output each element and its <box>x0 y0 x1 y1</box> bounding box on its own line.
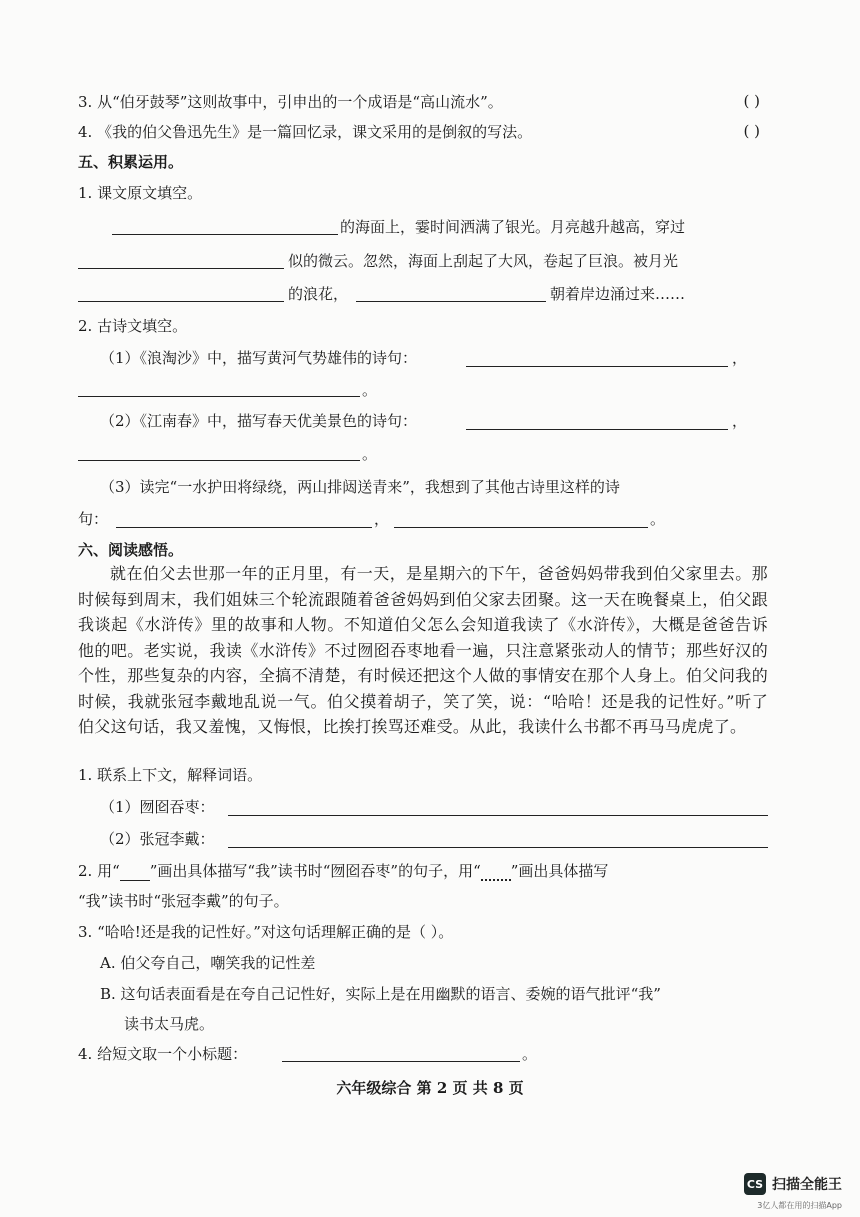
scanner-tagline: 3亿人都在用的扫描App <box>757 1201 842 1210</box>
section5-q2: 2. 古诗文填空。 <box>78 317 188 335</box>
fill-blank-1[interactable] <box>112 234 338 235</box>
wavy-underline-sample <box>481 865 511 881</box>
judge-q4-paren[interactable]: ( ) <box>743 122 760 140</box>
judge-q3: 3. 从“伯牙鼓琴”这则故事中，引申出的一个成语是“高山流水”。 <box>78 93 503 111</box>
poem-q1-comma: ， <box>732 349 748 367</box>
poem-q2: （2）《江南春》中，描写春天优美景色的诗句： <box>100 412 418 430</box>
fill-text-3a: 的浪花， <box>288 285 349 303</box>
word-1-blank[interactable] <box>228 815 768 816</box>
cs-logo-icon: CS <box>744 1173 766 1195</box>
poem-q3-blank-a[interactable] <box>116 527 372 528</box>
page-footer: 六年级综合 第 2 页 共 8 页 <box>336 1079 524 1097</box>
poem-q3-comma: ， <box>374 510 390 528</box>
reading-passage <box>78 561 768 740</box>
section5-q1: 1. 课文原文填空。 <box>78 184 203 202</box>
poem-q2-period: 。 <box>362 445 378 463</box>
word-2-label: （2）张冠李戴： <box>100 830 215 848</box>
poem-q1: （1）《浪淘沙》中，描写黄河气势雄伟的诗句： <box>100 349 418 367</box>
fill-blank-3[interactable] <box>78 301 284 302</box>
section6-q3: 3. “哈哈!还是我的记性好。”对这句话理解正确的是（ ）。 <box>78 923 454 941</box>
section6-q1: 1. 联系上下文，解释词语。 <box>78 766 263 784</box>
judge-q4: 4. 《我的伯父鲁迅先生》是一篇回忆录，课文采用的是倒叙的写法。 <box>78 123 533 141</box>
title-period: 。 <box>522 1045 538 1063</box>
section6-q4: 4. 给短文取一个小标题： <box>78 1045 248 1063</box>
section6-title: 六、阅读感悟。 <box>78 541 184 559</box>
scanner-app-name: 扫描全能王 <box>772 1177 842 1193</box>
option-a[interactable]: A. 伯父夸自己，嘲笑我的记性差 <box>100 954 316 972</box>
judge-q3-paren[interactable]: ( ) <box>743 92 760 110</box>
section6-q2: 2. 用“ ”画出具体描写“我”读书时“囫囵吞枣”的句子，用“ ”画出具体描写 <box>78 862 609 880</box>
fill-text-3b: 朝着岸边涌过来…… <box>550 285 686 303</box>
title-blank[interactable] <box>282 1061 520 1062</box>
fill-text-1: 的海面上，霎时间洒满了银光。月亮越升越高，穿过 <box>340 218 686 236</box>
poem-q3: （3）读完“一水护田将绿绕，两山排闼送青来”，我想到了其他古诗里这样的诗 <box>100 478 620 496</box>
poem-q2-blank-b[interactable] <box>78 460 360 461</box>
scanner-watermark <box>744 1173 842 1195</box>
poem-q3-period: 。 <box>650 510 666 528</box>
poem-q1-period: 。 <box>362 381 378 399</box>
section6-q2-cont: “我”读书时“张冠李戴”的句子。 <box>78 892 289 910</box>
poem-q1-blank-b[interactable] <box>78 396 360 397</box>
option-b-cont: 读书太马虎。 <box>124 1015 215 1033</box>
word-2-blank[interactable] <box>228 847 768 848</box>
fill-blank-4[interactable] <box>356 301 546 302</box>
section5-title: 五、积累运用。 <box>78 153 184 171</box>
poem-q2-comma: ， <box>732 412 748 430</box>
passage-text: 就在伯父去世那一年的正月里，有一天，是星期六的下午，爸爸妈妈带我到伯父家里去。那时候每到周末，我们姐妹三个轮流跟随着爸爸妈妈到伯父家去团聚。这一天在晚餐桌上，伯父跟我谈起《水浒传》里的故事和人物。不知道伯父怎么会知道我读了《水浒传》，大概是爸爸告诉他的吧。老实说，我读《水浒传》不过囫囵吞枣地看一遍，只注意紧张动人的情节；那些好汉的个性，那些复杂的内容，全搞不清楚，有时候还把这个人做的事情安在那个人身上。伯父问我的时候，我就张冠李戴地乱说一气。伯父摸着胡子，笑了笑，说：“哈哈！还是我的记性好。”听了伯父这句话，我又羞愧，又悔恨，比挨打挨骂还难受。从此，我读什么书都不再马马虎虎了。 <box>78 564 768 736</box>
word-1-label: （1）囫囵吞枣： <box>100 798 215 816</box>
poem-q3-blank-b[interactable] <box>394 527 648 528</box>
fill-text-2: 似的微云。忽然，海面上刮起了大风，卷起了巨浪。被月光 <box>288 252 679 270</box>
poem-q3-lead: 句： <box>78 510 109 528</box>
fill-blank-2[interactable] <box>78 268 284 269</box>
poem-q2-blank-a[interactable] <box>466 429 728 430</box>
poem-q1-blank-a[interactable] <box>466 366 728 367</box>
option-b[interactable]: B. 这句话表面看是在夸自己记性好，实际上是在用幽默的语言、委婉的语气批评“我” <box>100 985 661 1003</box>
straight-underline-sample <box>120 864 150 881</box>
